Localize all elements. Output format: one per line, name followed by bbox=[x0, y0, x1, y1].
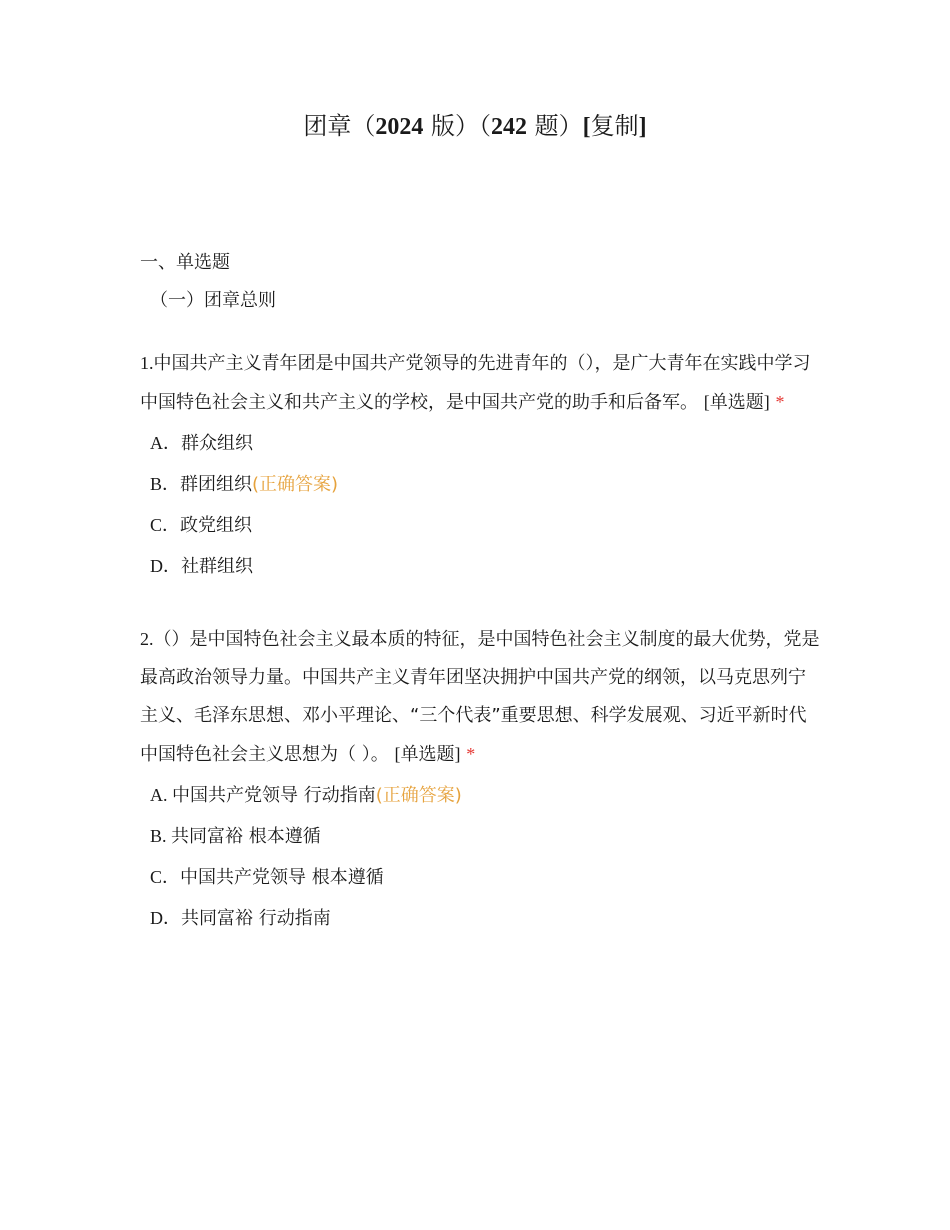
correct-answer-tag: (正确答案) bbox=[252, 474, 339, 495]
question-stem bbox=[140, 620, 820, 774]
question-2 bbox=[140, 620, 820, 932]
option-text: 共同富裕 行动指南 bbox=[181, 908, 331, 929]
option-list bbox=[140, 782, 820, 932]
option-d bbox=[150, 553, 820, 580]
option-letter: D． bbox=[150, 908, 181, 928]
section-heading: 一、单选题 bbox=[140, 252, 230, 273]
document-title bbox=[0, 108, 950, 145]
question-1 bbox=[140, 344, 820, 580]
question-text: 中国共产主义青年团是中国共产党领导的先进青年的（），是广大青年在实践中学习中国特色社会主义和共产主义的学校，是中国共产党的助手和后备军。 bbox=[140, 353, 811, 413]
title-count: 242 bbox=[491, 114, 527, 140]
option-text: 群众组织 bbox=[181, 433, 253, 454]
option-c bbox=[150, 512, 820, 539]
title-middle: 版）（ bbox=[423, 112, 491, 140]
option-text: 中国共产党领导 根本遵循 bbox=[180, 867, 384, 888]
option-letter: A. bbox=[150, 785, 172, 805]
option-letter: A． bbox=[150, 433, 181, 453]
question-type-label: [单选题] bbox=[394, 744, 461, 764]
option-b bbox=[150, 823, 820, 850]
option-letter: D． bbox=[150, 556, 181, 576]
option-text: 共同富裕 根本遵循 bbox=[171, 826, 321, 847]
subsection-heading: （一）团章总则 bbox=[150, 290, 276, 311]
question-stem bbox=[140, 344, 820, 422]
option-d bbox=[150, 905, 820, 932]
title-bracket-close: ] bbox=[638, 114, 647, 140]
option-letter: C． bbox=[150, 867, 181, 887]
document-body bbox=[140, 250, 820, 946]
option-text: 群团组织 bbox=[180, 474, 253, 495]
question-type-label: [单选题] bbox=[703, 392, 770, 412]
option-text: 政党组织 bbox=[180, 515, 253, 536]
option-text: 社群组织 bbox=[181, 556, 253, 577]
required-star: * bbox=[466, 744, 476, 764]
option-letter: B. bbox=[150, 826, 172, 846]
option-letter: B． bbox=[150, 474, 181, 494]
title-prefix: 团章（ bbox=[303, 112, 376, 140]
option-text: 中国共产党领导 行动指南 bbox=[172, 785, 376, 806]
option-list bbox=[140, 430, 820, 580]
option-letter: C． bbox=[150, 515, 181, 535]
option-a bbox=[150, 782, 820, 809]
correct-answer-tag: (正确答案) bbox=[375, 785, 462, 806]
option-c bbox=[150, 864, 820, 891]
option-a bbox=[150, 430, 820, 457]
question-number: 1. bbox=[140, 353, 154, 373]
title-year: 2024 bbox=[375, 114, 424, 140]
title-suffix: 题） bbox=[527, 112, 583, 140]
title-copy: 复制 bbox=[590, 112, 639, 140]
question-number: 2. bbox=[140, 629, 154, 649]
option-b bbox=[150, 471, 820, 498]
question-text: （）是中国特色社会主义最本质的特征，是中国特色社会主义制度的最大优势，党是最高政治领导力量。中国共产主义青年团坚决拥护中国共产党的纲领，以马克思列宁主义、毛泽东思想、邓小平理论、“三个代表”重要思想、科学发展观、习近平新时代中国特色社会主义思想为（ ）。 bbox=[140, 629, 820, 765]
required-star: * bbox=[775, 392, 785, 412]
title-bracket-open: [ bbox=[582, 114, 591, 140]
